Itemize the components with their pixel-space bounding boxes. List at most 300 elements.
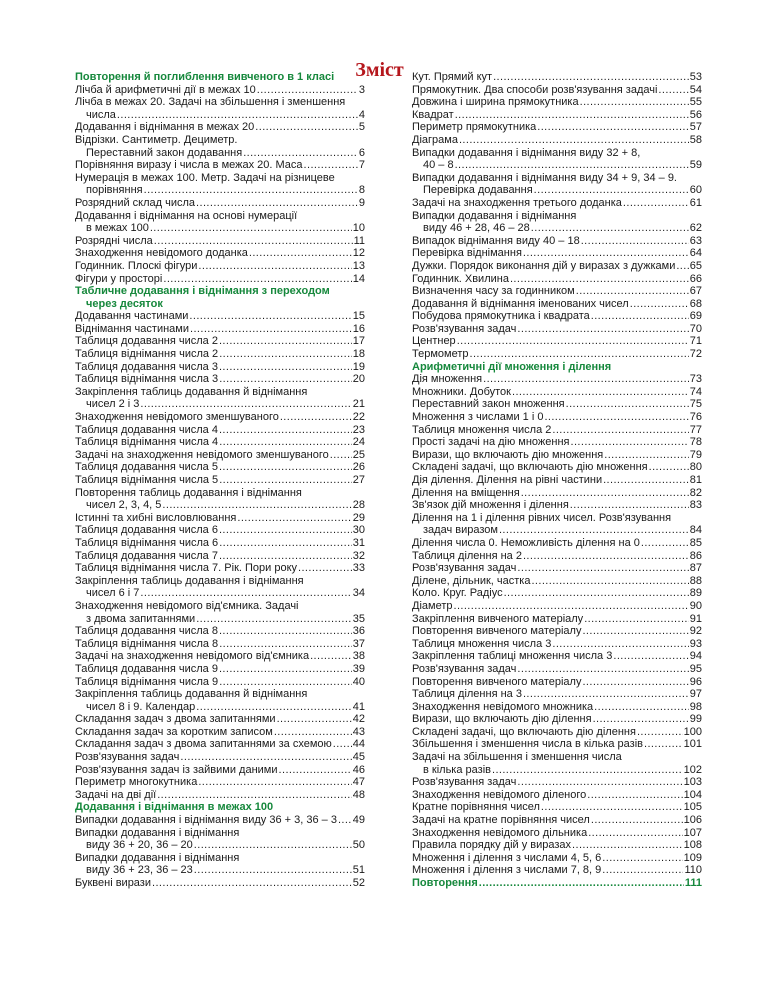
dot-leader [196,197,358,210]
toc-entry [75,260,365,273]
dot-leader [154,235,353,248]
dot-leader [194,864,352,877]
toc-page-number: 63 [689,234,702,247]
toc-entry-title: Розв'язування задач [412,562,517,575]
toc-page-number: 107 [683,826,702,839]
dot-leader [219,524,352,537]
toc-page-number: 37 [352,637,365,650]
toc-page-number: 77 [689,423,702,436]
dot-leader [219,348,352,361]
toc-page-number: 44 [352,738,365,751]
toc-entry [412,436,702,449]
toc-entry [412,273,702,286]
toc-entry [412,864,702,877]
toc-entry [412,84,702,97]
toc-entry [75,197,365,210]
toc-entry [412,134,702,147]
toc-page-number: 33 [352,562,365,575]
toc-entry [412,323,702,336]
toc-entry [412,625,702,638]
toc-column-right [412,71,702,890]
dot-leader [459,134,689,147]
toc-entry-line: Ділення на 1 і ділення рівних чисел. Розв'язування [412,511,672,524]
toc-page-number: 56 [689,108,702,121]
toc-entry [412,701,702,714]
toc-entry-title: Розв'язування задач [412,776,517,789]
toc-entry [412,298,702,311]
toc-entry-line: Повторення таблиць додавання і віднімання [75,486,302,499]
dot-leader [140,587,351,600]
toc-entry-title: Таблиця віднімання числа 5 [75,474,219,486]
toc-entry-title: Задачі на знаходження третього доданка [412,196,622,209]
toc-entry-title: Ділене, дільник, частка [412,574,531,587]
dot-leader [572,839,683,852]
toc-page-number: 100 [683,725,702,738]
dot-leader [504,587,689,600]
toc-page-number: 27 [352,474,365,486]
toc-entry [75,461,365,474]
toc-entry [75,436,365,449]
dot-leader [479,877,684,890]
toc-page-number: 50 [352,839,365,852]
toc-entry [412,96,702,109]
toc-entry-title: Таблиця множення числа 2 [412,423,552,436]
toc-page-number: 62 [689,222,702,235]
dot-leader [552,638,688,651]
dot-leader [255,121,358,134]
toc-page-number: 60 [689,184,702,197]
toc-entry [412,310,702,323]
toc-entry-title: Коло. Круг. Радіус [412,587,503,600]
toc-page-number: 57 [689,121,702,134]
toc-entry [412,487,702,500]
toc-page-number: 76 [689,411,702,424]
toc-page-number: 23 [352,423,365,436]
toc-entry [412,676,702,689]
toc-page-number: 87 [689,562,702,575]
toc-page-number: 75 [689,398,702,411]
toc-entry-title: Таблиця додавання числа 4 [75,423,218,436]
toc-entry-title: Довжина і ширина прямокутника [412,96,579,109]
toc-page-number: 25 [352,448,365,461]
dot-leader [144,184,358,197]
toc-entry [75,676,365,689]
toc-page-number: 74 [689,385,702,398]
toc-entry [412,789,702,802]
toc-entry [75,411,365,424]
dot-leader [604,449,688,462]
dot-leader [338,814,352,827]
toc-entry-line: Знаходження невідомого від'ємника. Задачі [75,599,299,612]
toc-entry [75,537,365,550]
toc-page-number: 108 [683,839,702,852]
toc-page-number: 91 [689,612,702,625]
toc-entry [75,323,365,336]
dot-leader [517,323,688,336]
toc-entry [412,613,702,626]
dot-leader [630,298,689,311]
toc-page-number: 89 [689,587,702,600]
toc-page-number: 14 [352,272,365,285]
dot-leader [219,361,352,374]
toc-page-number: 52 [352,877,365,889]
toc-entry [412,235,702,248]
toc-page-number: 41 [352,700,365,713]
toc-entry-title: Складання задач з двома запитаннями за схемою [75,738,332,751]
toc-page-number: 28 [352,499,365,512]
toc-entry [75,512,365,525]
toc-entry [75,663,365,676]
toc-entry [412,147,702,172]
dot-leader [537,121,688,134]
dot-leader [190,323,352,336]
toc-entry [75,210,365,235]
toc-page-number: 81 [689,474,702,486]
toc-page-number: 19 [352,360,365,373]
toc-page-number: 59 [689,159,702,172]
toc-entry [75,134,365,159]
toc-page-number: 83 [689,499,702,512]
dot-leader [150,222,352,235]
toc-entry-title: Таблиця віднімання числа 8 [75,637,219,650]
toc-entry-title: Квадрат [412,108,454,121]
toc-entry [412,386,702,399]
toc-entry-line: Випадки додавання і віднімання [75,851,240,864]
toc-entry [412,600,702,613]
toc-page-number: 85 [689,536,702,549]
toc-entry [75,361,365,374]
toc-page-number: 73 [689,373,702,386]
dot-leader [162,499,351,512]
toc-entry-title: Переставний закон множення [412,398,565,411]
toc-entry-title: Знаходження невідомого діленого [412,788,587,801]
toc-entry-title: Задачі на знаходження невідомого зменшуваного [75,448,329,461]
toc-entry-title: Знаходження невідомого множника [412,700,594,713]
dot-leader [587,789,682,802]
toc-entry [412,285,702,298]
toc-page-number: 68 [689,297,702,310]
dot-leader [531,575,688,588]
toc-entry [412,801,702,814]
toc-entry-title: Дія множення [412,373,483,386]
toc-page-number: 80 [689,461,702,474]
toc-page-number: 46 [352,763,365,776]
toc-page-number: 35 [352,612,365,625]
toc-page-number: 17 [352,335,365,348]
toc-entry [412,512,702,537]
dot-leader [198,776,351,789]
toc-column-left [75,71,365,890]
toc-entry [412,197,702,210]
dot-leader [571,436,689,449]
toc-entry-title: Істинні та хибні висловлювання [75,511,237,524]
toc-page-number: 88 [689,574,702,587]
toc-entry-title: Таблиця додавання числа 5 [75,461,218,474]
dot-leader [517,663,688,676]
dot-leader [219,436,352,449]
toc-entry [412,537,702,550]
toc-entry [75,575,365,600]
toc-entry-title: Розв'язування задач із зайвими даними [75,763,278,776]
toc-page-number: 61 [689,196,702,209]
dot-leader [140,398,351,411]
toc-page-number: 48 [352,788,365,801]
dot-leader [603,474,689,487]
toc-entry-line: Випадки додавання і віднімання виду 32 + 8, [412,146,641,159]
toc-page-number: 71 [689,335,702,348]
toc-page-number: 20 [352,373,365,386]
toc-entry [75,84,365,97]
toc-entry-title: Складання задач з двома запитаннями [75,713,276,726]
toc-page-number: 10 [352,222,365,235]
toc-entry-title: Знаходження невідомого дільника [412,826,588,839]
toc-page-number: 64 [689,247,702,260]
toc-entry-title: Зв'язок дій множення і ділення [412,499,569,512]
dot-leader [243,147,358,160]
toc-entry-title: Таблиця віднімання числа 4 [75,436,219,449]
toc-entry [412,827,702,840]
dot-leader [310,650,352,663]
dot-leader [330,449,352,462]
toc-page-number: 66 [689,272,702,285]
toc-page-number: 55 [689,96,702,109]
dot-leader [499,524,689,537]
toc-section-heading [75,285,365,310]
toc-page-number: 94 [689,650,702,663]
toc-entry [412,562,702,575]
toc-entry-title: Збільшення і зменшення числа в кілька разів [412,738,643,751]
dot-leader [219,663,352,676]
toc-entry-line: Задачі на збільшення і зменшення числа [412,751,622,764]
toc-entry-title: Повторення вивченого матеріалу [412,625,582,638]
dot-leader [257,84,358,97]
toc-page-number: 98 [689,700,702,713]
toc-entry [412,650,702,663]
dot-leader [237,512,351,525]
toc-entry-title: Знаходження невідомого зменшуваного [75,411,279,424]
toc-entry-title: 40 – 8 [423,159,454,172]
toc-entry [412,424,702,437]
toc-entry-title: Випадки додавання і віднімання виду 36 + 3, 36 – 3 [75,814,337,827]
toc-entry-title: Прямокутник. Два способи розв'язування задачі [412,83,658,96]
dot-leader [649,461,689,474]
toc-entry [412,638,702,651]
toc-entry [412,109,702,122]
toc-entry-title: чисел 2, 3, 4, 5 [86,499,162,512]
dot-leader [531,222,689,235]
toc-entry-title: Переставний закон додавання [86,146,243,159]
toc-entry-title: Діаграма [412,133,458,146]
toc-entry [75,474,365,487]
toc-entry [412,121,702,134]
toc-entry [412,726,702,739]
dot-leader [483,373,689,386]
toc-page-number: 38 [352,650,365,663]
toc-entry [75,386,365,411]
dot-leader [541,801,683,814]
toc-page-number: 40 [352,675,365,688]
toc-entry [75,713,365,726]
toc-entry-title: Розв'язування задач [412,662,517,675]
toc-entry-title: Термометр [412,348,469,361]
dot-leader [279,764,352,777]
toc-page-number: 39 [352,662,365,675]
toc-page-number: 31 [352,536,365,549]
toc-entry [412,713,702,726]
toc-page-number: 30 [352,524,365,537]
toc-entry-title: числа [86,108,116,121]
toc-entry-title: чисел 2 і 3 [86,398,140,411]
toc-entry [75,335,365,348]
toc-entry [412,663,702,676]
toc-entry-title: Таблиця віднімання числа 9 [75,675,219,688]
dot-leader [676,260,688,273]
toc-entry [75,650,365,663]
toc-entry-title: Таблиця додавання числа 2 [75,335,218,348]
dot-leader [455,159,689,172]
toc-page-number: 79 [689,448,702,461]
toc-entry [75,96,365,121]
toc-page-number: 15 [352,310,365,323]
dot-leader [576,285,689,298]
dot-leader [510,273,689,286]
toc-page-number: 11 [353,234,365,247]
toc-page-number: 70 [689,322,702,335]
toc-entry-title: Годинник. Плоскі фігури [75,259,198,272]
toc-entry-title: Складені задачі, що включають дію множення [412,461,648,474]
toc-entry-title: Кут. Прямий кут [412,71,493,83]
toc-page-number: 4 [358,108,365,121]
dot-leader [163,273,351,286]
dot-leader [623,197,689,210]
dot-leader [219,474,352,487]
toc-entry-title: Закріплення вивченого матеріалу [412,612,584,625]
toc-entry [75,273,365,286]
toc-entry-title: Таблиця ділення на 3 [412,688,522,701]
toc-entry-title: Випадок віднімання виду 40 – 18 [412,234,580,247]
dot-leader [552,424,688,437]
toc-page-number: 42 [352,713,365,726]
toc-page-number: 6 [358,146,365,159]
toc-entry-title: задач виразом [423,524,498,537]
dot-leader [512,386,689,399]
toc-entry-title: порівняння [86,184,143,197]
dot-leader [219,373,352,386]
toc-entry [75,159,365,172]
dot-leader [570,499,689,512]
toc-entry-title: Множники. Добуток [412,385,511,398]
toc-page-number: 21 [352,398,365,411]
toc-entry [412,260,702,273]
toc-entry-title: Додавання й віднімання іменованих чисел [412,297,629,310]
toc-entry-title: чисел 6 і 7 [86,587,140,600]
toc-section-heading [412,361,702,374]
dot-leader [457,335,689,348]
toc-page-number: 86 [689,549,702,562]
toc-entry-title: Правила порядку дій у виразах [412,839,572,852]
dot-leader [534,184,689,197]
toc-entry-title: з двома запитаннями [86,612,196,625]
toc-page-number: 53 [689,71,702,83]
dot-leader [219,461,352,474]
toc-entry [75,172,365,197]
dot-leader [523,247,689,260]
toc-entry [412,587,702,600]
toc-entry-line: Закріплення таблиць додавання й віднімання [75,385,308,398]
dot-leader [196,701,351,714]
toc-entry [412,550,702,563]
dot-leader [219,424,352,437]
toc-entry [412,172,702,197]
toc-page-number: 103 [683,776,702,789]
toc-entry [75,827,365,852]
toc-entry [412,348,702,361]
toc-page-number: 3 [358,83,365,96]
toc-entry [75,487,365,512]
dot-leader [304,159,358,172]
toc-entry-title: Вирази, що включають дію ділення [412,713,592,726]
toc-entry-title: Множення і ділення з числами 7, 8, 9 [412,864,602,877]
toc-entry [412,210,702,235]
toc-entry-line: Відрізки. Сантиметр. Дециметр. [75,133,238,146]
toc-entry-line: Випадки додавання і віднімання виду 34 + 9, 34 – 9. [412,171,677,184]
toc-page-number: 32 [352,549,365,562]
toc-page-number: 65 [689,259,702,272]
toc-page-number: 9 [358,196,365,209]
section-title-line2: через десяток [86,297,163,310]
toc-page-number: 111 [684,877,702,889]
dot-leader [613,650,688,663]
toc-entry-title: Фігури у просторі [75,272,163,285]
toc-entry-title: виду 36 + 20, 36 – 20 [86,839,193,852]
dot-leader [157,789,352,802]
toc-entry-title: Периметр прямокутника [412,121,537,134]
toc-entry-title: Побудова прямокутника і квадрата [412,310,590,323]
toc-entry-title: Таблиця ділення на 2 [412,549,522,562]
dot-leader [219,625,352,638]
toc-entry-title: Віднімання частинами [75,322,189,335]
toc-entry-title: Розрядні числа [75,234,153,247]
dot-leader [591,814,683,827]
toc-entry [412,814,702,827]
toc-entry [412,575,702,588]
dot-leader [641,537,689,550]
toc-entry-line: Закріплення таблиць додавання й віднімання [75,688,308,701]
toc-page-number: 36 [352,625,365,638]
toc-entry-line: Лічба в межах 20. Задачі на збільшення і зменшення [75,96,346,109]
toc-page-number: 16 [352,322,365,335]
toc-entry-title: Центнер [412,335,456,348]
dot-leader [219,537,352,550]
toc-entry [412,411,702,424]
toc-entry [412,688,702,701]
toc-entry-line: Нумерація в межах 100. Метр. Задачі на різницеве [75,171,335,184]
toc-entry [75,373,365,386]
toc-page-number: 24 [352,436,365,449]
toc-entry [412,839,702,852]
toc-page-number: 93 [689,637,702,650]
toc-page-number: 18 [352,348,365,361]
toc-entry-title: Множення з числами 1 і 0 [412,411,544,424]
toc-entry-title: Таблиця додавання числа 3 [75,360,218,373]
toc-entry-title: Складання задач за коротким записом [75,725,273,738]
toc-page-number: 109 [683,851,702,864]
dot-leader [333,738,352,751]
toc-entry [412,499,702,512]
toc-entry [75,877,365,890]
dot-leader [594,701,689,714]
toc-entry-title: Задачі на знаходження невідомого від'ємника [75,650,310,663]
